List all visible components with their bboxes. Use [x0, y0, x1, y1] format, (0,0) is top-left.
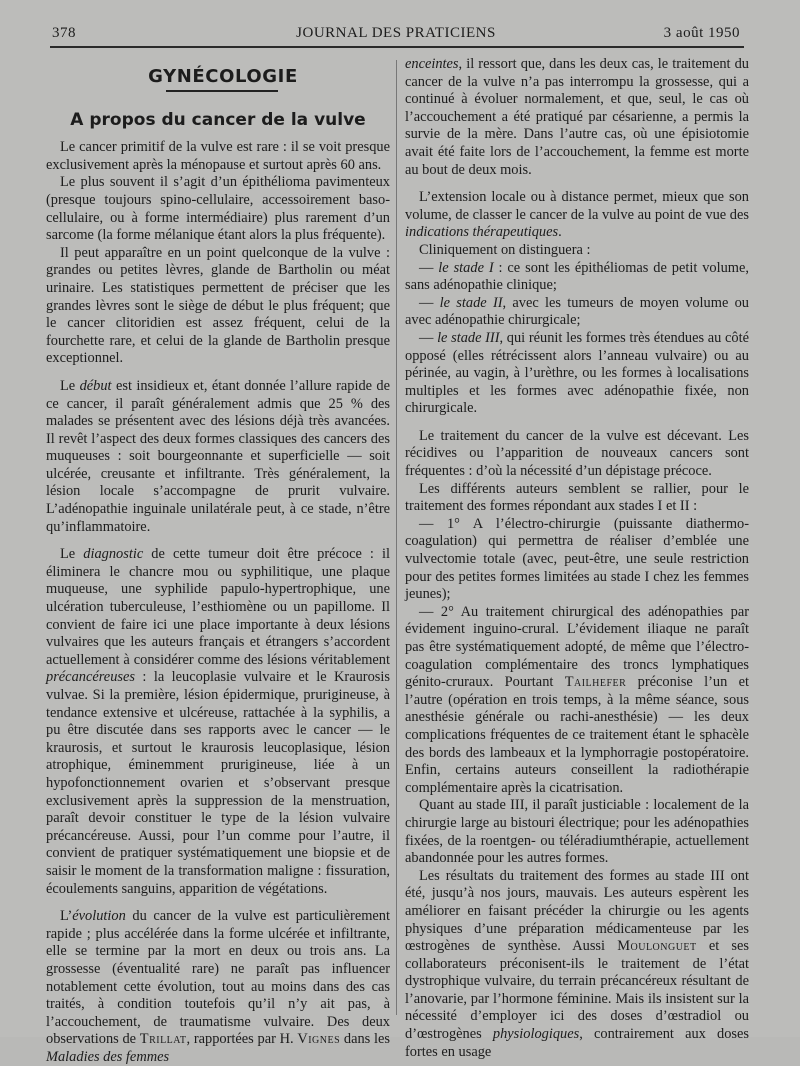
paragraph: L’évolution du cancer de la vulve est particulièrement rapide ; plus accélérée dans la forme ulcérée et infiltrante, elle se termine par la mort en deux ou trois ans. La grossesse (éventualité rare) ne paraît pas influencer notablement cette évolution, tout au moins dans des cas traités, à condition toutefois qu’il n’y ait pas, à l’accouchement, de traumatisme vulvaire. Des deux observations de Trillat, rapportées par H. Vignes dans les Maladies des femmes — [46, 908, 390, 1065]
paragraph: Il peut apparaître en un point quelconque de la vulve : grandes ou petites lèvres, glande de Bartholin ou méat urinaire. Les statistiques permettent de préciser que les grandes lèvres sont le siège de début le plus fréquent; que le cancer clitoridien est assez fréquent, celui de la fourchette rare, et celui de la glande de Bartholin presque exceptionnel. — [46, 244, 390, 367]
right-column — [405, 56, 750, 1060]
column-divider — [396, 60, 397, 1015]
left-column — [46, 56, 391, 1065]
paragraph: Le traitement du cancer de la vulve est décevant. Les récidives ou l’apparition de nouveaux cancers sont fréquentes : d’où la nécessité d’un dépistage précoce. — [405, 427, 749, 480]
paragraph: L’extension locale ou à distance permet, mieux que son volume, de classer le cancer de la vulve au point de vue des indications thérapeutiques. — [405, 189, 749, 241]
issue-date: 3 août 1950 — [663, 25, 740, 41]
list-item: — 2° Au traitement chirurgical des adénopathies par évidement inguino-crural. L’évidement iliaque ne paraît pas être systématiquement adopté, de même que l’électro-coagulation complémentaire des troncs lymphatiques génito-cruraux. Pourtant Tailhefer préconise l’un et l’autre (opération en trois temps, à la même séance, sous anesthésie générale ou rachi-anesthésie) — les deux complications fréquentes de ce traitement étant le sphacèle des bords des lambeaux et la lymphorragie postopératoire. Enfin, certains auteurs conseillent la radiothérapie complémentaire après la cicatrisation. — [405, 603, 750, 796]
paragraph: enceintes, il ressort que, dans les deux cas, le traitement du cancer de la vulve n’a pas interrompu la grossesse, qui a continué à évoluer normalement, et que, seul, le cas où l’accouchement a été pratiqué par césarienne, a permis la survie de la mère. Dans l’autre cas, où une épisiotomie avait été faite lors de l’accouchement, la femme est morte au bout de deux mois. — [405, 56, 749, 178]
paragraph: Le cancer primitif de la vulve est rare : il se voit presque exclusivement après la ménopause et surtout après 60 ans. — [46, 139, 390, 173]
journal-title: JOURNAL DES PRATICIENS — [296, 25, 496, 41]
paragraph: Le plus souvent il s’agit d’un épithélioma pavimenteux (presque toujours spino-cellulaire, accessoirement baso-cellulaire, ou à forme intermédiaire) plus rarement d’un sarcome (la forme mélanique étant alors la plus fréquente). — [46, 174, 390, 244]
section-heading: GYNÉCOLOGIE — [148, 66, 298, 87]
list-item: — le stade II, avec les tumeurs de moyen volume ou avec adénopathie chirurgicale; — [405, 294, 749, 329]
paragraph: Cliniquement on distinguera : — [419, 241, 591, 258]
paragraph: Les différents auteurs semblent se rallier, pour le traitement des formes répondant aux stades I et II : — [405, 480, 749, 515]
paragraph: Le début est insidieux et, étant donnée l’allure rapide de ce cancer, il paraît généralement admis que 25 % des malades se présentent avec des lésions déjà très avancées. Il revêt l’aspect des deux formes classiques des cancers des muqueuses : soit bourgeonnante et superficielle — soit ulcérée, creusante et infiltrante. Très généralement, la lésion locale s’accompagne de prurit vulvaire. L’adénopathie inguinale unilatérale peut, à ce stade, n’être qu’inflammatoire. — [46, 377, 391, 535]
page-number: 378 — [52, 25, 76, 41]
paragraph: Quant au stade III, il paraît justiciable : localement de la chirurgie large au bistouri électrique; pour les adénopathies fixées, de la roentgen- ou téléradiumthérapie, actuellement abandonnée pour les autres formes. — [405, 797, 749, 867]
paragraph: Le diagnostic de cette tumeur doit être précoce : il éliminera le chancre mou ou syphilitique, une plaque muqueuse, une syphilide papulo-hypertrophique, une ulcération tuberculeuse, l’esthiomène ou un papillome. Il convient de faire ici une place importante à deux lésions vulvaires que les auteurs français et étrangers s’accordent actuellement à considérer comme des lésions véritablement précancéreuses : la leucoplasie vulvaire et le Kraurosis vulvae. Si la première, lésion épidermique, prurigineuse, à tendance extensive et ulcéreuse, rattachée à la syphilis, a pu être discutée dans ses rapports avec le cancer — le kraurosis, et surtout le kraurosis leucoplasique, lésion atrophique, éminemment prurigineuse, liée à un hypofonctionnement ovarien et s’observant presque exclusivement après la suppression de la menstruation, paraît devoir constituer le type de la lésion vulvaire précancéreuse. Aussi, pour l’un comme pour l’autre, il convient de pratiquer systématiquement une biopsie et de saisir le moment de la transformation maligne : fissuration, écoulements sanguins, apparition de végétations. — [46, 546, 391, 897]
running-header — [52, 22, 740, 44]
header-rule — [50, 46, 744, 48]
list-item: — le stade III, qui réunit les formes très étendues au côté opposé (elles rétrécissent alors l’anneau vulvaire) ou au périnée, au vagin, à l’urèthre, ou les formes à localisations multiples et les formes avec adénopathie fixée, non chirurgicale. — [405, 329, 749, 417]
list-item: — le stade I : ce sont les épithéliomas de petit volume, sans adénopathie clinique; — [405, 259, 749, 294]
list-item: — 1° A l’électro-chirurgie (puissante diathermo-coagulation) qui permettra de réaliser d’emblée une vulvectomie totale (avec, peut-être, une seule restriction pour des petites formes limitées au stade I chez les femmes jeunes); — [405, 515, 749, 603]
section-rule — [166, 90, 278, 92]
paragraph: Les résultats du traitement des formes au stade III ont été, jusqu’à nos jours, mauvais. Les auteurs espèrent les améliorer en faisant précéder la chirurgie ou les agents physiques d’une préparation médicamenteuse par les œstrogènes de synthèse. Aussi Moulonguet et ses collaborateurs préconisent-ils le traitement de l’état dystrophique vulvaire, du terrain précancéreux résultant de l’anovarie, par l’hormone féminine. Mais ils insistent sur la nécessité d’employer ici des doses d’œstradiol ou d’œstrogènes physiologiques, contrairement aux doses fortes en usage — [405, 867, 749, 1060]
article-title: A propos du cancer de la vulve — [70, 109, 366, 130]
